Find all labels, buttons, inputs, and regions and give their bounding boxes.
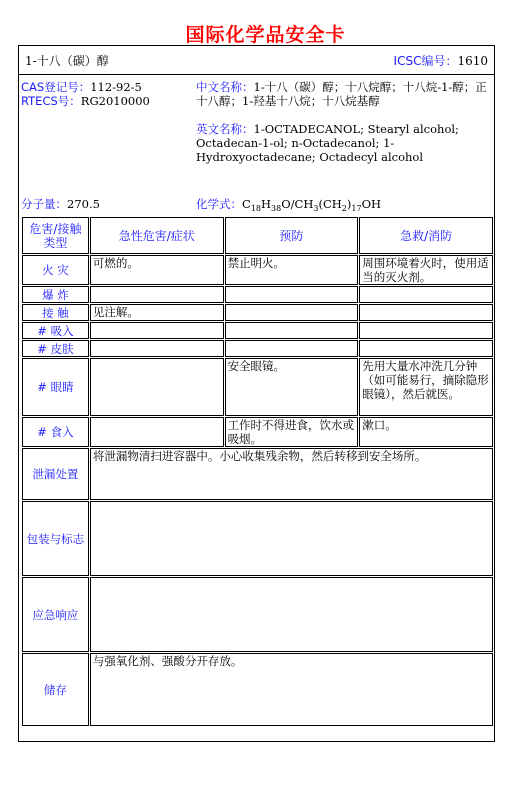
- section-label: 包装与标志: [22, 501, 89, 576]
- table-row: [22, 417, 493, 447]
- names-block: [196, 80, 492, 164]
- header-hazard-type: 危害/接触类型: [22, 217, 89, 254]
- row-type: # 吸入: [22, 322, 89, 339]
- table-row: [22, 304, 493, 321]
- row-hazard: [90, 417, 224, 447]
- table-row: [22, 322, 493, 339]
- header-divider: [19, 74, 494, 75]
- row-type: # 皮肤: [22, 340, 89, 357]
- formula-sub: 18: [250, 204, 261, 213]
- formula-label: 化学式：: [196, 197, 242, 211]
- row-hazard: [90, 358, 224, 416]
- formula-part: C: [242, 197, 251, 211]
- row-first-aid: 周围环境着火时，使用适当的灭火剂。: [359, 255, 493, 285]
- molecular-weight: [21, 197, 100, 211]
- row-first-aid: [359, 340, 493, 357]
- en-names-label: 英文名称：: [196, 122, 254, 136]
- row-prevention: 工作时不得进食，饮水或吸烟。: [225, 417, 359, 447]
- formula-part: ): [346, 197, 352, 211]
- section-label: 应急响应: [22, 577, 89, 652]
- table-row: [22, 286, 493, 303]
- section-text: [90, 577, 493, 652]
- row-hazard: [90, 340, 224, 357]
- header-first-aid: 急救/消防: [359, 217, 493, 254]
- row-hazard: [90, 322, 224, 339]
- row-first-aid: [359, 286, 493, 303]
- section-row-emergency: [22, 577, 493, 652]
- row-first-aid: [359, 304, 493, 321]
- chemical-name: 1-十八（碳）醇: [25, 54, 109, 68]
- row-first-aid: 漱口。: [359, 417, 493, 447]
- hazard-table: [21, 216, 494, 727]
- row-hazard: 可燃的。: [90, 255, 224, 285]
- en-names-value: 1-OCTADECANOL; Stearyl alcohol; Octadecan-1-ol; n-Octadecanol; 1-Hydroxyoctadecane; Octadecyl alcohol: [196, 122, 459, 164]
- row-first-aid: [359, 322, 493, 339]
- formula-part: (CH: [318, 197, 342, 211]
- mol-weight-label: 分子量：: [21, 197, 67, 211]
- row-first-aid: 先用大量水冲洗几分钟（如可能易行，摘除隐形眼镜），然后就医。: [359, 358, 493, 416]
- formula-sub: 3: [313, 204, 319, 213]
- row-type: 火 灾: [22, 255, 89, 285]
- row-hazard: [90, 286, 224, 303]
- header-prevention: 预防: [225, 217, 359, 254]
- section-row-spill: [22, 448, 493, 500]
- table-header-row: [22, 217, 493, 254]
- mol-weight-value: 270.5: [67, 197, 100, 211]
- row-prevention: 禁止明火。: [225, 255, 359, 285]
- table-row: [22, 255, 493, 285]
- row-prevention: [225, 286, 359, 303]
- section-row-storage: [22, 653, 493, 726]
- rtecs-label: RTECS号：: [21, 94, 81, 108]
- row-prevention: [225, 304, 359, 321]
- row-type: 爆 炸: [22, 286, 89, 303]
- chemical-formula: [196, 197, 381, 216]
- card-title: 国际化学品安全卡: [185, 24, 346, 46]
- icsc-value: 1610: [457, 54, 488, 68]
- formula-sub: 2: [341, 204, 347, 213]
- cn-names-value: 1-十八（碳）醇；十八烷醇；十八烷-1-醇；正十八醇；1-羟基十八烷；十八烷基醇: [196, 80, 487, 108]
- icsc-label: ICSC编号：: [393, 54, 458, 68]
- rtecs-value: RG2010000: [80, 94, 150, 108]
- row-hazard: 见注解。: [90, 304, 224, 321]
- section-label: 泄漏处置: [22, 448, 89, 500]
- row-prevention: [225, 322, 359, 339]
- section-text: [90, 501, 493, 576]
- row-prevention: [225, 340, 359, 357]
- formula-part: H: [261, 197, 272, 211]
- table-row: [22, 340, 493, 357]
- row-prevention: 安全眼镜。: [225, 358, 359, 416]
- section-text: 将泄漏物清扫进容器中。小心收集残余物，然后转移到安全场所。: [90, 448, 493, 500]
- formula-part: OH: [361, 197, 382, 211]
- row-type: # 眼睛: [22, 358, 89, 416]
- row-type: 接 触: [22, 304, 89, 321]
- table-row: [22, 358, 493, 416]
- formula-part: O/CH: [281, 197, 314, 211]
- section-text: 与强氧化剂、强酸分开存放。: [90, 653, 493, 726]
- row-type: # 食入: [22, 417, 89, 447]
- header-acute-hazard: 急性危害/症状: [90, 217, 224, 254]
- registry-ids: [21, 80, 150, 108]
- icsc-number: [394, 54, 488, 68]
- cas-value: 112-92-5: [90, 80, 142, 94]
- cas-label: CAS登记号：: [21, 80, 91, 94]
- formula-sub: 17: [351, 204, 362, 213]
- section-row-packaging: [22, 501, 493, 576]
- section-label: 储存: [22, 653, 89, 726]
- cn-names-label: 中文名称：: [196, 80, 254, 94]
- safety-card: [18, 45, 495, 742]
- formula-sub: 38: [271, 204, 282, 213]
